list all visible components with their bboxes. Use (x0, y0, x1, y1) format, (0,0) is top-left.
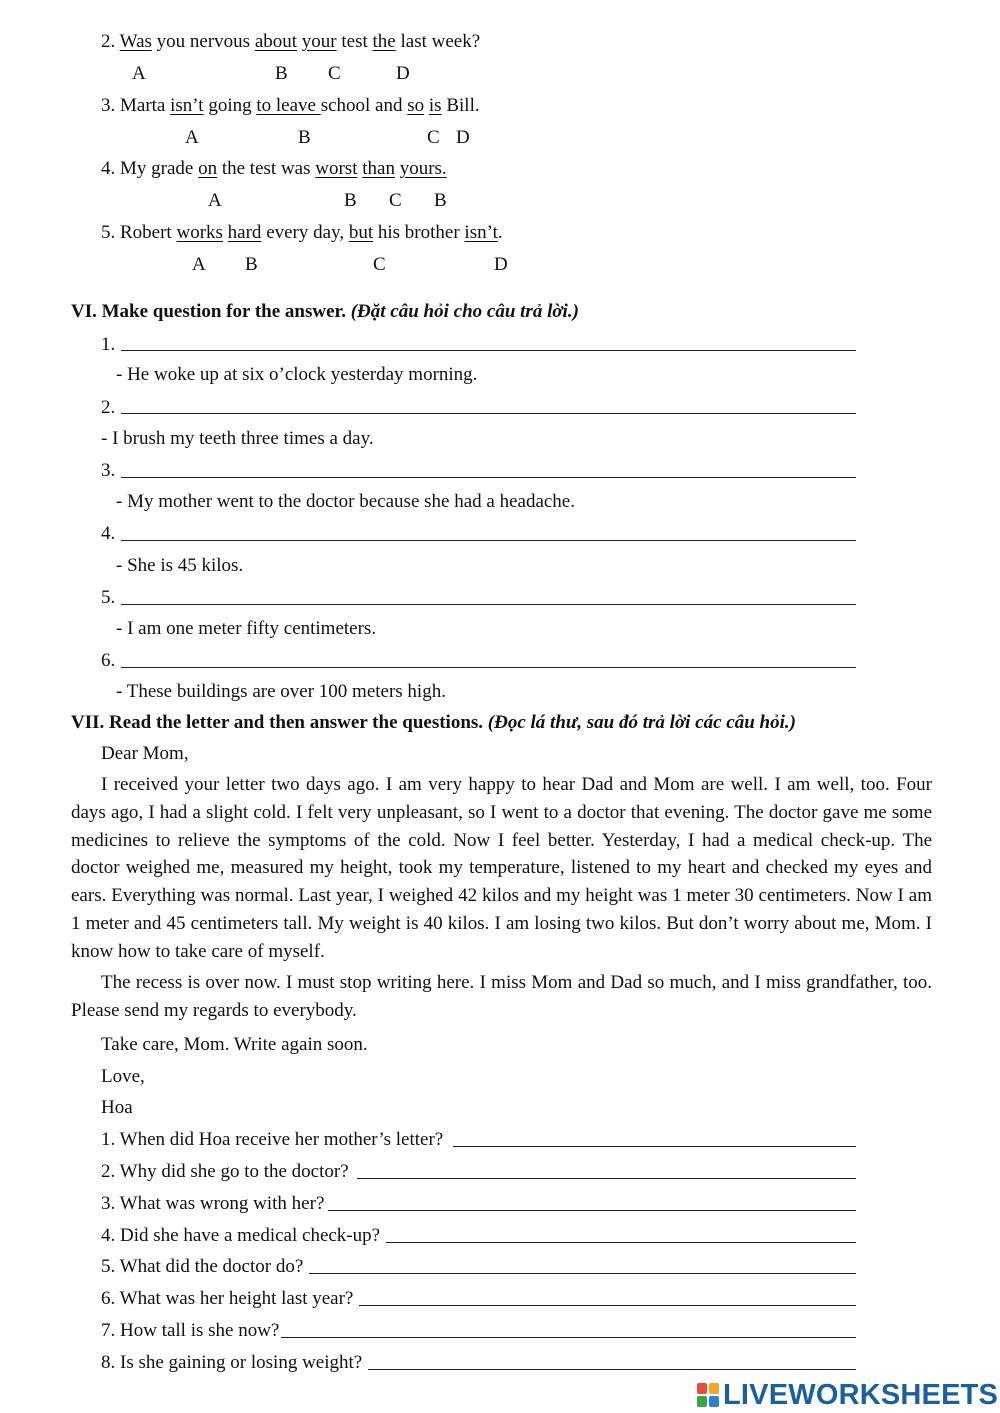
logo-tile-3 (697, 1396, 707, 1407)
logo-tile-2 (709, 1383, 719, 1394)
reading-question-3: 3. What was wrong with her? (101, 1192, 856, 1216)
reading-answer-line-6[interactable] (359, 1287, 856, 1306)
letter-closing: Take care, Mom. Write again soon. (101, 1034, 368, 1055)
sec5-question-3: 3. Marta isn’t going to leave school and so is Bill. (101, 95, 480, 116)
letter-greeting: Dear Mom, (101, 743, 189, 764)
sec6-q1-number: 1. (101, 334, 116, 355)
section-7-heading: VII. Read the letter and then answer the questions. (Đọc lá thư, sau đó trả lời các câu hỏi.) (71, 712, 796, 733)
logo-tile-4 (709, 1396, 719, 1407)
sec6-q6-given-answer: - These buildings are over 100 meters high. (116, 681, 446, 702)
sec6-q5-given-answer: - I am one meter fifty centimeters. (116, 618, 377, 639)
sec5-q5-sentence: Robert works hard every day, but his brother isn’t. (120, 222, 503, 243)
reading-answer-line-5[interactable] (309, 1255, 856, 1274)
section-6-heading: VI. Make question for the answer. (Đặt câu hỏi cho câu trả lời.) (71, 301, 579, 322)
liveworksheets-logo (697, 1378, 998, 1412)
letter-paragraph-2: The recess is over now. I must stop writing here. I miss Mom and Dad so much, and I miss grandfather, too. Please send my regards to everybody. (71, 972, 932, 1021)
reading-answer-line-3[interactable] (328, 1192, 856, 1211)
sec5-question-4: 4. My grade on the test was worst than yours. (101, 158, 447, 179)
liveworksheets-logo-icon (697, 1383, 719, 1407)
letter-signature: Hoa (101, 1097, 133, 1118)
sec6-q1-answer-line[interactable] (121, 350, 856, 351)
reading-answer-line-2[interactable] (357, 1160, 856, 1179)
sec5-question-2: 2. Was you nervous about your test the last week? (101, 31, 481, 52)
sec6-q3-answer-line[interactable] (121, 477, 856, 478)
letter-sign-off: Love, (101, 1066, 145, 1087)
reading-answer-line-7[interactable] (281, 1319, 856, 1338)
letter-paragraph-1: I received your letter two days ago. I am very happy to hear Dad and Mom are well. I am well, too. Four days ago, I had a slight cold. I felt very unpleasant, so I went to a doctor that evening. The doctor gave me some medicines to relieve the symptoms of the cold. Now I feel better. Yesterday, I had a medical check-up. The doctor weighed me, measured my height, took my temperature, listened to my heart and checked my eyes and ears. Everything was normal. Last year, I weighed 42 kilos and my height was 1 meter 30 centimeters. Now I am 1 meter and 45 centimeters tall. My weight is 40 kilos. I am losing two kilos. But don’t worry about me, Mom. I know how to take care of myself. (71, 774, 932, 962)
reading-question-4: 4. Did she have a medical check-up? (101, 1224, 856, 1248)
logo-tile-1 (697, 1383, 707, 1394)
reading-question-2: 2. Why did she go to the doctor? (101, 1160, 856, 1184)
reading-question-6: 6. What was her height last year? (101, 1287, 856, 1311)
sec6-q2-number: 2. (101, 397, 116, 418)
sec6-q5-number: 5. (101, 587, 116, 608)
reading-question-7: 7. How tall is she now? (101, 1319, 856, 1343)
reading-question-8: 8. Is she gaining or losing weight? (101, 1351, 856, 1375)
sec6-q5-answer-line[interactable] (121, 604, 856, 605)
reading-question-1: 1. When did Hoa receive her mother’s letter? (101, 1128, 856, 1152)
sec6-q3-given-answer: - My mother went to the doctor because she had a headache. (116, 491, 575, 512)
sec5-q3-sentence: Marta isn’t going to leave school and so is Bill. (120, 95, 480, 116)
sec6-q3-number: 3. (101, 460, 116, 481)
reading-answer-line-1[interactable] (453, 1128, 856, 1147)
sec6-q6-answer-line[interactable] (121, 667, 856, 668)
sec6-q4-answer-line[interactable] (121, 540, 856, 541)
reading-answer-line-4[interactable] (386, 1224, 856, 1243)
sec5-question-5: 5. Robert works hard every day, but his brother isn’t. (101, 222, 503, 243)
reading-question-5: 5. What did the doctor do? (101, 1255, 856, 1279)
sec6-q1-given-answer: - He woke up at six o’clock yesterday morning. (116, 364, 478, 385)
sec6-q4-number: 4. (101, 523, 116, 544)
sec6-q4-given-answer: - She is 45 kilos. (116, 555, 244, 576)
liveworksheets-logo-text: LIVEWORKSHEETS (723, 1378, 999, 1411)
sec5-q4-sentence: My grade on the test was worst than yours. (120, 158, 447, 179)
sec5-q2-sentence: Was you nervous about your test the last week? (119, 31, 481, 52)
sec6-q2-answer-line[interactable] (121, 413, 856, 414)
sec6-q2-given-answer: - I brush my teeth three times a day. (101, 428, 374, 449)
reading-answer-line-8[interactable] (368, 1351, 856, 1370)
sec6-q6-number: 6. (101, 650, 116, 671)
